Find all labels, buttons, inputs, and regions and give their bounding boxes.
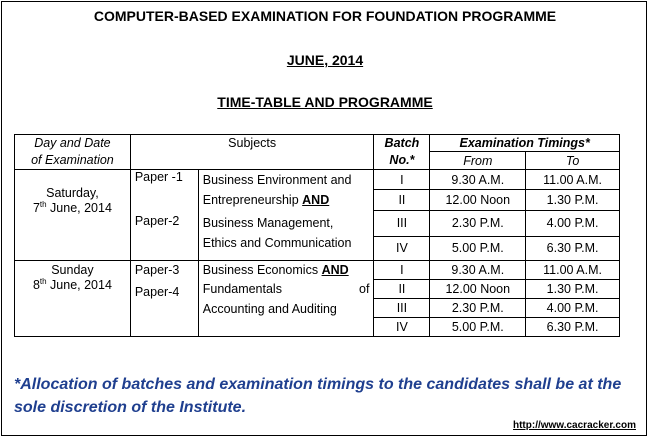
from-cell: 9.30 A.M. (430, 170, 526, 190)
to-cell: 6.30 P.M. (526, 317, 620, 336)
day-cell-saturday: Saturday, 7th June, 2014 (15, 170, 131, 261)
subject-cell: Fundamentals of Accounting and Auditing (198, 279, 374, 336)
from-cell: 12.00 Noon (430, 190, 526, 210)
source-link[interactable]: http://www.cacracker.com (512, 420, 636, 431)
subject-cell: Business Management, Ethics and Communication (198, 210, 374, 260)
batch-cell: IV (374, 236, 430, 260)
paper-label: Paper -1 (130, 170, 198, 190)
subject-cell: Business Economics AND (198, 260, 374, 279)
from-cell: 5.00 P.M. (430, 236, 526, 260)
paper-label: Paper-2 (130, 210, 198, 260)
col-batch-2: No.* (374, 152, 430, 170)
batch-cell: III (374, 298, 430, 317)
to-cell: 11.00 A.M. (526, 260, 620, 279)
to-cell: 1.30 P.M. (526, 279, 620, 298)
col-from: From (430, 152, 526, 170)
from-cell: 2.30 P.M. (430, 210, 526, 236)
table-row (15, 170, 620, 190)
col-day: Day and Date (15, 135, 131, 152)
to-cell: 11.00 A.M. (526, 170, 620, 190)
page-subtitle: TIME-TABLE AND PROGRAMME (217, 94, 433, 110)
subject-cell: Business Environment and Entrepreneurship AND (198, 170, 374, 211)
to-cell: 4.00 P.M. (526, 298, 620, 317)
col-subjects: Subjects (130, 135, 374, 152)
batch-cell: IV (374, 317, 430, 336)
col-batch: Batch (374, 135, 430, 152)
paper-label: Paper-4 (130, 279, 198, 336)
to-cell: 4.00 P.M. (526, 210, 620, 236)
from-cell: 2.30 P.M. (430, 298, 526, 317)
paper-label: Paper-3 (130, 260, 198, 279)
batch-cell: II (374, 279, 430, 298)
col-to: To (526, 152, 620, 170)
batch-cell: I (374, 260, 430, 279)
header-row (15, 135, 620, 152)
from-cell: 9.30 A.M. (430, 260, 526, 279)
from-cell: 5.00 P.M. (430, 317, 526, 336)
day-cell-sunday: Sunday 8th June, 2014 (15, 260, 131, 336)
timetable (14, 134, 620, 337)
allocation-note: *Allocation of batches and examination timings to the candidates shall be at the sole discretion of the Institute. (14, 376, 622, 416)
batch-cell: II (374, 190, 430, 210)
from-cell: 12.00 Noon (430, 279, 526, 298)
col-day-2: of Examination (15, 152, 131, 170)
header-row-2 (15, 152, 620, 170)
col-timings: Examination Timings* (430, 135, 620, 152)
to-cell: 6.30 P.M. (526, 236, 620, 260)
batch-cell: III (374, 210, 430, 236)
to-cell: 1.30 P.M. (526, 190, 620, 210)
exam-month: JUNE, 2014 (286, 52, 364, 68)
batch-cell: I (374, 170, 430, 190)
page-title: COMPUTER-BASED EXAMINATION FOR FOUNDATION PROGRAMME (93, 8, 557, 24)
table-row (15, 260, 620, 279)
